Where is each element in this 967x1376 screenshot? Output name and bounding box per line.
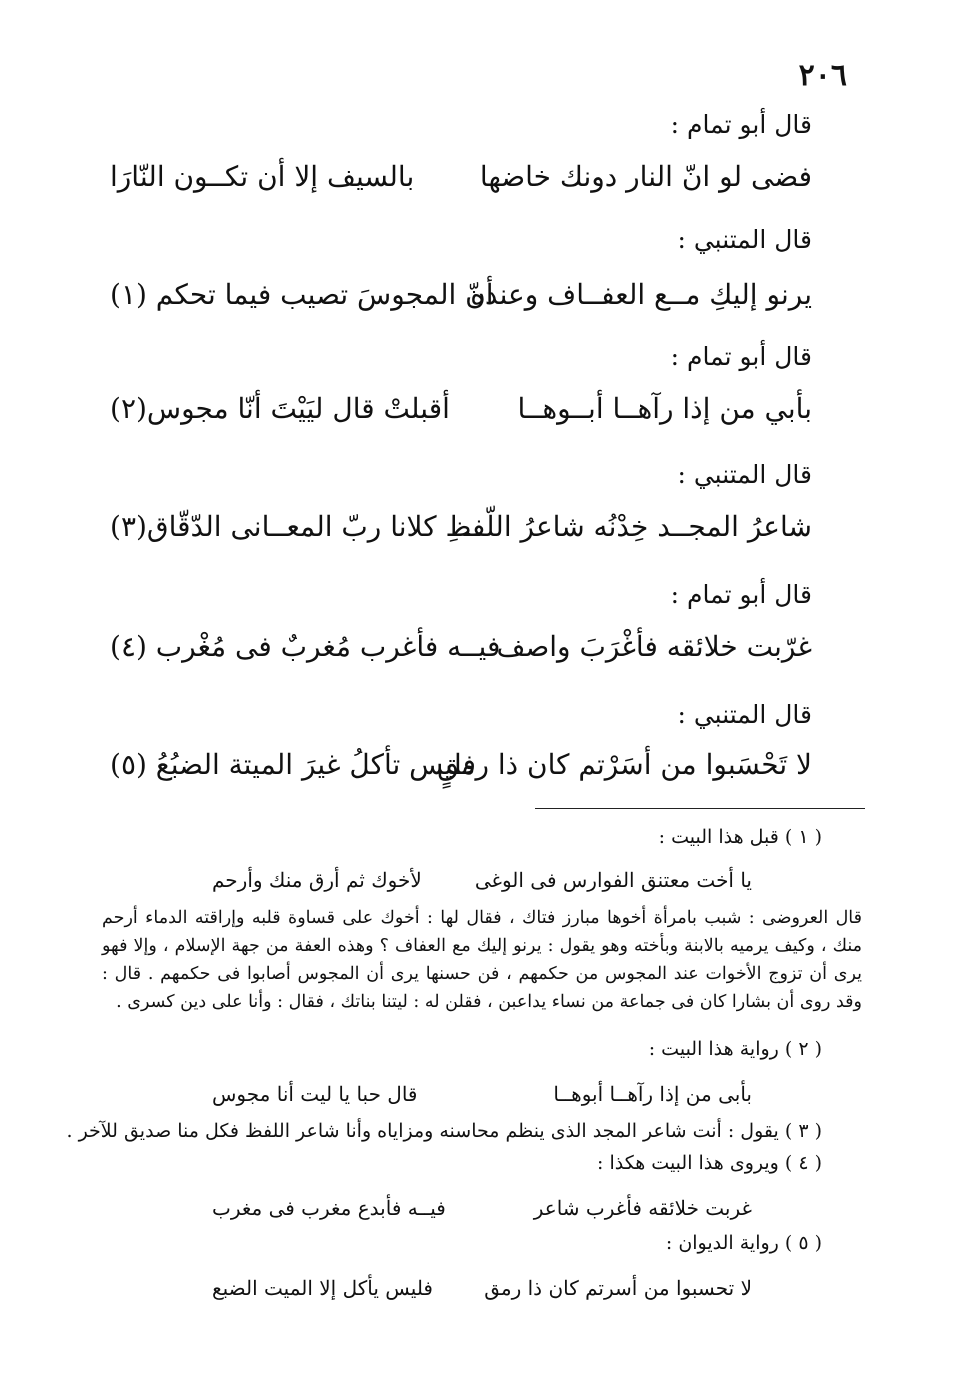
verse-first-hemistich: غرّبت خلائقه فأغْرَبَ واصف	[496, 630, 812, 663]
verse-line	[110, 278, 812, 324]
speaker-label: قال أبو تمام :	[670, 110, 812, 139]
verse-first-hemistich: لا تَحْسَبوا من أسَرْتم كان ذا رمقٍ	[437, 748, 812, 781]
footnote-1-heading: ( ١ ) قبل هذا البيت :	[658, 826, 822, 848]
footnote-separator	[535, 808, 865, 809]
speaker-label: قال أبو تمام :	[670, 342, 812, 371]
footnote-3: ( ٣ ) يقول : أنت شاعر المجد الذى ينظم محاسنه ومزاياه وأنا شاعر اللفظ فكل منا صديق للآخر .	[66, 1120, 822, 1142]
speaker-label: قال أبو تمام :	[670, 580, 812, 609]
footnote-2-verse	[212, 1082, 752, 1112]
verse-first-hemistich: شاعرُ المجــد خِدْنُه شاعرُ اللّفـ	[463, 510, 812, 543]
footnote-verse-first-hemistich: يا أخت معتنق الفوارس فى الوغى	[474, 868, 752, 892]
page-number: ٢٠٦	[798, 58, 847, 93]
verse-first-hemistich: فضى لو انّ النار دونك خاضها	[479, 160, 812, 193]
speaker-label: قال المتنبي :	[677, 225, 812, 254]
footnote-4-heading: ( ٤ ) ويروى هذا البيت هكذا :	[597, 1152, 822, 1174]
footnote-verse-first-hemistich: لا تحسبوا من أسرتم كان ذا رمق	[484, 1276, 752, 1300]
speaker-label: قال المتنبي :	[677, 700, 812, 729]
verse-second-hemistich: ـظِ كلانا ربّ المعــانى الدّقّاق(٣)	[110, 510, 481, 543]
verse-first-hemistich: يرنو إليكِ مــع العفــاف وعنده	[470, 278, 812, 311]
footnote-5-verse	[212, 1276, 752, 1306]
verse-second-hemistich: فليس تأكلُ غيرَ الميتة الضبُعُ (٥)	[110, 748, 476, 781]
footnote-verse-first-hemistich: بأبى من إذا رآهــا أبوهــا	[553, 1082, 752, 1106]
verse-second-hemistich: أقبلتْ قال ليَيْتَ أنّا مجوس(٢)	[110, 392, 450, 425]
footnote-verse-first-hemistich: غربت خلائقه فأغرب شاعر	[533, 1196, 752, 1220]
verse-line	[110, 630, 812, 676]
footnote-verse-second-hemistich: لأخوك ثم أرق منك وأرحم	[212, 868, 422, 892]
verse-line	[110, 510, 812, 556]
footnote-verse-second-hemistich: قال حبا يا ليت أنا مجوس	[212, 1082, 418, 1106]
verse-line	[110, 160, 812, 206]
verse-second-hemistich: فيــه فأغرب مُغربٌ فى مُغْرب (٤)	[110, 630, 501, 663]
footnote-1-verse	[212, 868, 752, 898]
verse-line	[110, 748, 812, 794]
verse-first-hemistich: بأبي من إذا رآهــا أبــوهــا	[517, 392, 812, 425]
verse-line	[110, 392, 812, 438]
speaker-label: قال المتنبي :	[677, 460, 812, 489]
footnote-1-commentary: قال العروضى : شبب بامرأة أخوها مبارز فتاك ، فقال لها : أخوك على قساوة قلبه وإراقته الدماء أرحم منك ، وكيف يرميه بالابنة وبأخته وهو يقول : يرنو إليك مع العفاف ؟ وهذه العفة من جهة الإسلام ، وإلا فهو يرى أن تزوج الأخوات عند المجوس من حكمهم ، فن حسنها يرى أن المجوس أصابوا فى حكمهم . قال : وقد روى أن بشارا كان فى جماعة من نساء يداعبن ، فقلن له : ليتنا بناتك ، فقال : وأنا على دين كسرى .	[102, 908, 862, 1012]
footnote-verse-second-hemistich: فليس يأكل إلا الميت الضبع	[212, 1276, 433, 1300]
footnote-2-heading: ( ٢ ) رواية هذا البيت :	[648, 1038, 822, 1060]
footnote-verse-second-hemistich: فيــه فأبدع مغرب فى مغرب	[212, 1196, 446, 1220]
footnote-5-heading: ( ٥ ) رواية الديوان :	[665, 1232, 822, 1254]
verse-second-hemistich: أنّ المجوسَ تصيب فيما تحكم (١)	[110, 278, 494, 311]
footnote-4-verse	[212, 1196, 752, 1226]
verse-second-hemistich: بالسيف إلا أن تكــون النّارَا	[110, 160, 415, 193]
